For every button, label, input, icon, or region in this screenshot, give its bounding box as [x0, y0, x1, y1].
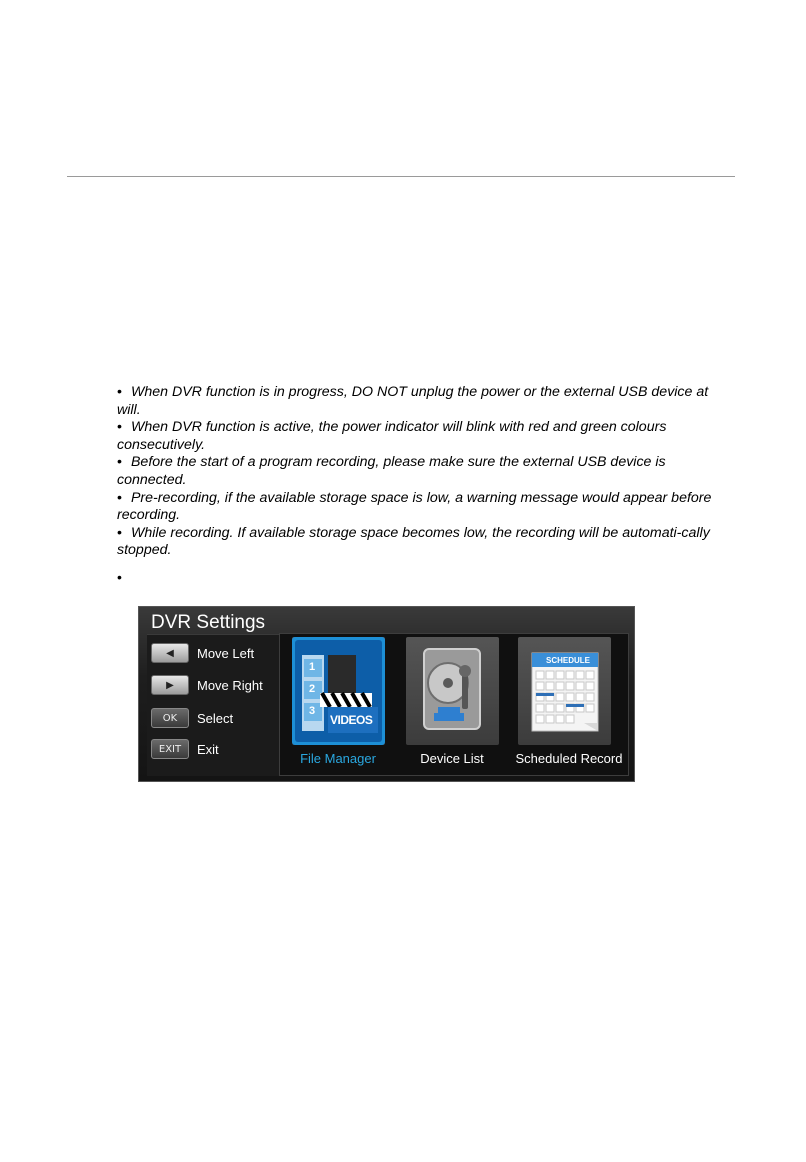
empty-bullet: • [117, 569, 122, 585]
file-manager-tile[interactable] [292, 637, 385, 745]
note-item: • Pre-recording, if the available storage space is low, a warning message would appear before recording. [117, 489, 712, 524]
videos-icon [292, 637, 385, 745]
right-arrow-key-icon: ▶ [151, 675, 189, 695]
dvr-title: DVR Settings [151, 612, 266, 633]
note-item: • While recording. If available storage space becomes low, the recording will be automati-cally stopped. [117, 524, 710, 559]
select-control[interactable] [151, 708, 233, 728]
move-left-label: Move Left [197, 645, 255, 661]
left-arrow-key-icon: ◀ [151, 643, 189, 663]
select-label: Select [197, 710, 234, 726]
exit-control[interactable] [151, 739, 219, 759]
move-right-control[interactable] [151, 675, 263, 695]
schedule-badge: SCHEDULE [546, 656, 591, 665]
exit-key-icon: EXIT [151, 739, 189, 759]
control-legend [147, 634, 279, 776]
videos-badge: VIDEOS [330, 713, 373, 727]
scheduled-record-label[interactable]: Scheduled Record [515, 751, 623, 766]
note-item: • When DVR function is in progress, DO NOT unplug the power or the external USB device at will. [117, 384, 709, 418]
move-right-label: Move Right [197, 677, 263, 693]
video-number-3: 3 [309, 705, 316, 717]
video-number-2: 2 [309, 683, 316, 695]
note-item: • When DVR function is active, the power indicator will blink with red and green colours consecutively. [117, 419, 667, 453]
move-left-control[interactable] [151, 643, 254, 663]
schedule-calendar-icon [518, 637, 611, 745]
note-item: • Before the start of a program recording, please make sure the external USB device is connected. [117, 454, 666, 488]
ok-key-icon: OK [151, 708, 189, 728]
scheduled-record-tile[interactable] [518, 637, 611, 745]
video-number-1: 1 [309, 661, 316, 673]
header-rule [67, 176, 735, 177]
exit-label: Exit [197, 741, 219, 757]
device-list-label[interactable]: Device List [420, 751, 484, 766]
device-list-tile[interactable] [406, 637, 499, 745]
dvr-notes [117, 384, 717, 560]
file-manager-label[interactable]: File Manager [300, 751, 376, 766]
menu-tiles [279, 633, 629, 776]
dvr-settings-menu [138, 606, 635, 782]
hard-drive-icon [406, 637, 499, 745]
